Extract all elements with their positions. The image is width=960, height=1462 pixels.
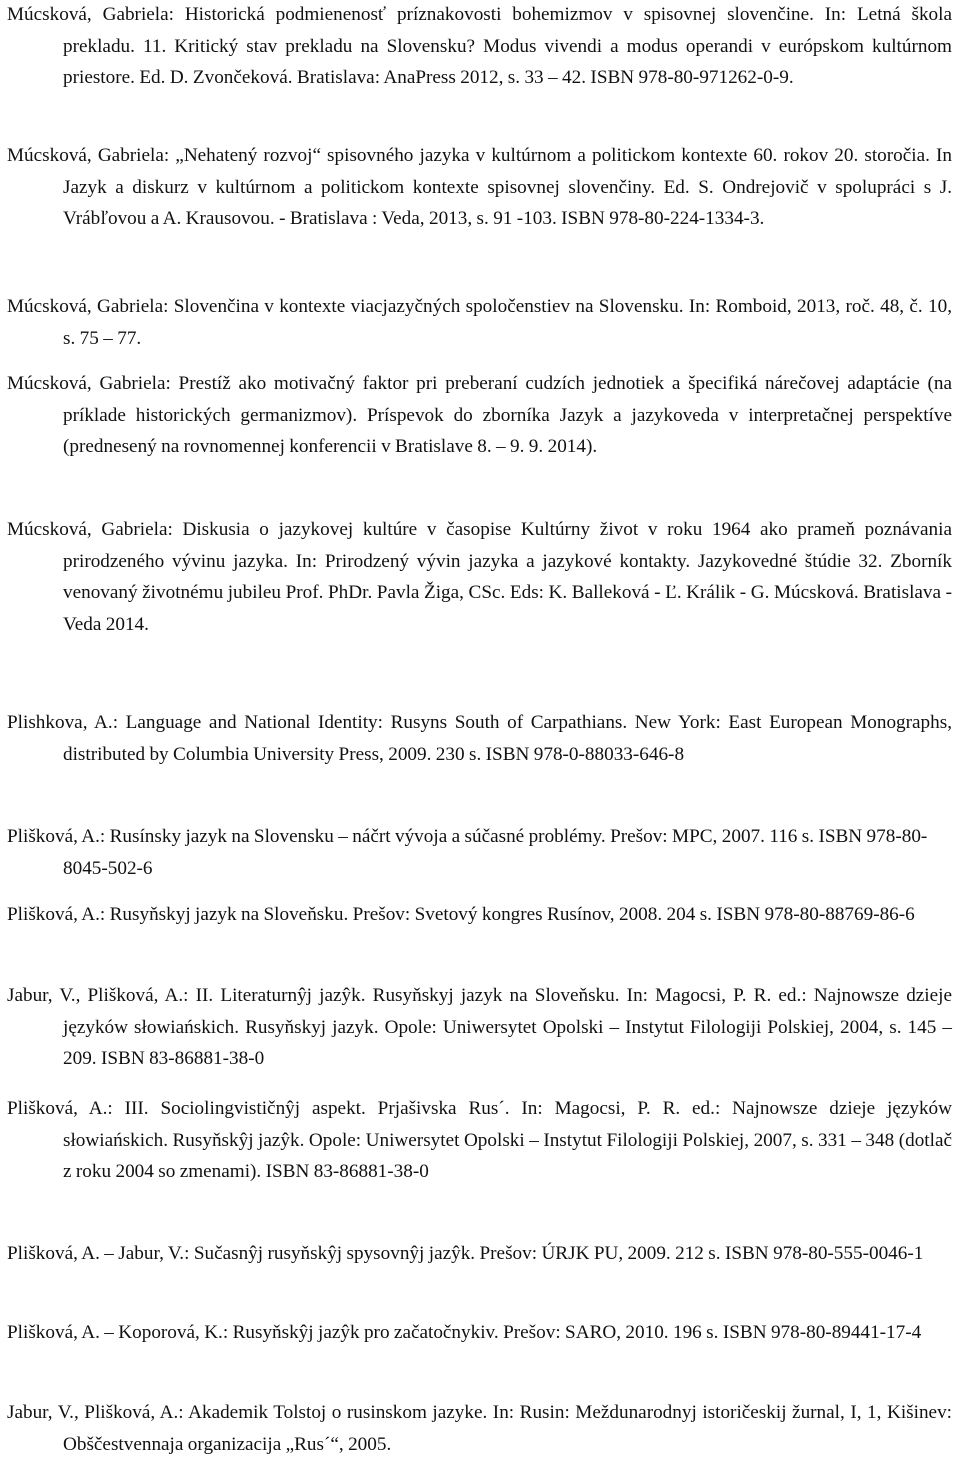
bibliography-entry: Múcsková, Gabriela: Diskusia o jazykovej kultúre v časopise Kultúrny život v roku 1964 ako prameň poznávania prirodzeného vývinu jazyka. In: Prirodzený vývin jazyka a jazykové kontakty. Jazykovedné štúdie 32. Zborník venovaný životnému jubileu Prof. PhDr. Pavla Žiga, CSc. Eds: K. Balleková - Ľ. Králik - G. Múcsková. Bratislava - Veda 2014.	[7, 519, 952, 635]
bibliography-entry: Múcsková, Gabriela: Historická podmienenosť príznakovosti bohemizmov v spisovnej slovenčine. In: Letná škola prekladu. 11. Kritický stav prekladu na Slovensku? Modus vivendi a modus operandi v európskom kultúrnom priestore. Ed. D. Zvončeková. Bratislava: AnaPress 2012, s. 33 – 42. ISBN 978-80-971262-0-9.	[7, 4, 952, 88]
bibliography-entry: Jabur, V., Plišková, A.: II. Literaturnŷj jazŷk. Rusyňskyj jazyk na Sloveňsku. In: Magocsi, P. R. ed.: Najnowsze dzieje języków słowiańskich. Rusyňskyj jazyk. Opole: Uniwersytet Opolski – Instytut Filologiji Polskiej, 2004, s. 145 – 209. ISBN 83-86881-38-0	[7, 985, 952, 1069]
bibliography-entry: Plishkova, A.: Language and National Identity: Rusyns South of Carpathians. New York: East European Monographs, distributed by Columbia University Press, 2009. 230 s. ISBN 978-0-88033-646-8	[7, 712, 952, 765]
bibliography-entry: Jabur, V., Plišková, A.: Akademik Tolstoj o rusinskom jazyke. In: Rusin: Meždunarodnyj istoričeskij žurnal, I, 1, Kišinev: Obščestvennaja organizacija „Rus´“, 2005.	[7, 1402, 952, 1455]
bibliography-entry: Plišková, A. – Jabur, V.: Sučasnŷj rusyňskŷj spysovnŷj jazŷk. Prešov: ÚRJK PU, 2009. 212 s. ISBN 978-80-555-0046-1	[7, 1243, 924, 1264]
bibliography-entry: Plišková, A.: Rusínsky jazyk na Slovensku – náčrt vývoja a súčasné problémy. Prešov: MPC, 2007. 116 s. ISBN 978-80-8045-502-6	[7, 826, 928, 879]
bibliography-entry: Plišková, A.: Rusyňskyj jazyk na Sloveňsku. Prešov: Svetový kongres Rusínov, 2008. 204 s. ISBN 978-80-88769-86-6	[7, 904, 915, 925]
bibliography-entry: Múcsková, Gabriela: „Nehatený rozvoj“ spisovného jazyka v kultúrnom a politickom kontexte 60. rokov 20. storočia. In Jazyk a diskurz v kultúrnom a politickom kontexte spisovnej slovenčiny. Ed. S. Ondrejovič v spolupráci s J. Vrábľovou a A. Krausovou. - Bratislava : Veda, 2013, s. 91 -103. ISBN 978-80-224-1334-3.	[7, 145, 952, 229]
bibliography-entry: Plišková, A. – Koporová, K.: Rusyňskŷj jazŷk pro začatočnykiv. Prešov: SARO, 2010. 196 s. ISBN 978-80-89441-17-4	[7, 1322, 922, 1343]
bibliography-entry: Plišková, A.: III. Sociolingvističnŷj aspekt. Prjašivska Rus´. In: Magocsi, P. R. ed.: Najnowsze dzieje języków słowiańskich. Rusyňskŷj jazŷk. Opole: Uniwersytet Opolski – Instytut Filologiji Polskiej, 2007, s. 331 – 348 (dotlač z roku 2004 so zmenami). ISBN 83-86881-38-0	[7, 1098, 952, 1182]
bibliography-entry: Múcsková, Gabriela: Prestíž ako motivačný faktor pri preberaní cudzích jednotiek a špecifiká nárečovej adaptácie (na príklade historických germanizmov). Príspevok do zborníka Jazyk a jazykoveda v interpretačnej perspektíve (prednesený na rovnomennej konferencii v Bratislave 8. – 9. 9. 2014).	[7, 373, 952, 457]
bibliography-entry: Múcsková, Gabriela: Slovenčina v kontexte viacjazyčných spoločenstiev na Slovensku. In: Romboid, 2013, roč. 48, č. 10, s. 75 – 77.	[7, 296, 952, 349]
